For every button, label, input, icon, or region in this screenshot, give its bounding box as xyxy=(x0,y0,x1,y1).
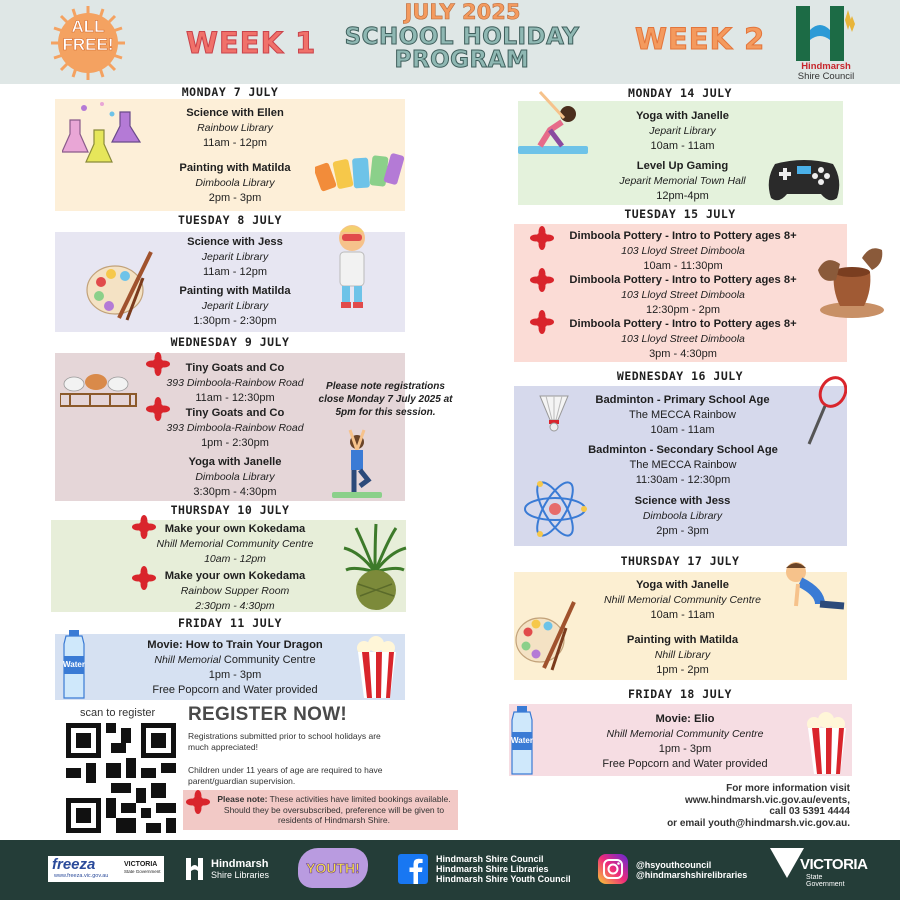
hindmarsh-council-logo-icon xyxy=(796,6,856,61)
kokedama-plant-icon xyxy=(342,522,408,612)
register-now-heading: REGISTER NOW! xyxy=(188,704,348,725)
palette-brush-icon xyxy=(514,598,578,674)
chemistry-flasks-icon xyxy=(62,100,147,170)
event-extra: Free Popcorn and Water provided xyxy=(602,758,768,770)
victoria-government: Government xyxy=(806,881,845,888)
badminton-racket-icon xyxy=(805,376,847,448)
facebook-line-2: Hindmarsh Shire Libraries xyxy=(436,864,549,874)
event-location: Nhill Memorial Community Centre xyxy=(606,728,764,740)
council-name-main: Hindmarsh xyxy=(801,61,851,72)
event-title: Dimboola Pottery - Intro to Pottery ages 8+ xyxy=(569,274,797,286)
qr-code-icon[interactable] xyxy=(66,723,176,833)
event-location: The MECCA Rainbow xyxy=(629,409,736,421)
event-time: 1:30pm - 2:30pm xyxy=(193,315,277,327)
event-title: Painting with Matilda xyxy=(179,285,291,297)
shuttlecock-icon xyxy=(534,392,574,432)
libraries-name: Hindmarsh xyxy=(211,858,269,870)
event-movie-elio xyxy=(580,712,790,772)
event-time: 2pm - 3pm xyxy=(656,525,709,537)
victoria-state: State xyxy=(806,874,823,881)
event-title: Science with Jess xyxy=(187,236,283,248)
event-title: Make your own Kokedama xyxy=(164,523,306,535)
day-heading-thursday-10: THURSDAY 10 JULY xyxy=(170,503,290,517)
facebook-line-1: Hindmarsh Shire Council xyxy=(436,854,544,864)
event-extra: Free Popcorn and Water provided xyxy=(152,684,318,696)
page-title xyxy=(322,26,602,72)
registration-note: Please note registrations close Monday 7 July 2025 at 5pm for this session. xyxy=(318,381,453,418)
event-time: 1pm - 3pm xyxy=(208,669,262,681)
event-title: Dimboola Pottery - Intro to Pottery ages 8+ xyxy=(569,318,797,330)
title-line-1: SCHOOL HOLIDAY xyxy=(344,24,580,50)
title-month: JULY 2025 xyxy=(404,0,521,24)
day-heading-wednesday-9: WEDNESDAY 9 JULY xyxy=(170,335,290,349)
event-level-up-gaming xyxy=(590,159,775,204)
register-text-2: Children under 11 years of age are required to have parent/guardian supervision. xyxy=(188,765,383,786)
event-painting-matilda-jeparit xyxy=(150,284,320,329)
event-title: Badminton - Secondary School Age xyxy=(588,444,778,456)
event-time: 10am - 12pm xyxy=(204,553,266,565)
day-heading-thursday-17: THURSDAY 17 JULY xyxy=(620,554,740,568)
scan-to-register-label: scan to register xyxy=(80,707,156,719)
event-time: 11am - 12pm xyxy=(203,137,267,149)
game-controller-icon xyxy=(765,156,843,204)
paint-tubes-icon xyxy=(315,150,405,195)
event-title: Dimboola Pottery - Intro to Pottery ages 8+ xyxy=(569,230,797,242)
email-link[interactable]: or email youth@hindmarsh.vic.gov.au. xyxy=(667,817,850,829)
event-time: 10am - 11am xyxy=(650,140,715,152)
event-title: Tiny Goats and Co xyxy=(185,407,285,419)
note-label: Please note: xyxy=(217,794,268,804)
council-name-sub: Shire Council xyxy=(797,71,855,82)
yoga-boy-icon xyxy=(780,558,846,614)
event-location: Rainbow Supper Room xyxy=(180,585,290,597)
event-location: Dimboola Library xyxy=(642,510,723,522)
phone-number[interactable]: call 03 5391 4444 xyxy=(769,806,850,817)
day-heading-monday-14: MONDAY 14 JULY xyxy=(628,86,732,100)
week-2-label: WEEK 2 xyxy=(635,22,766,56)
freeza-word: freeza xyxy=(52,856,96,873)
limited-booking-star-icon xyxy=(530,310,554,334)
event-time: 11am - 12pm xyxy=(203,266,267,278)
event-location: Nhill Memorial Community Centre xyxy=(604,594,761,606)
event-badminton-primary xyxy=(580,393,785,438)
event-science-ellen xyxy=(150,106,320,151)
day-heading-wednesday-16: WEDNESDAY 16 JULY xyxy=(616,369,744,383)
event-yoga-janelle-dimboola xyxy=(155,455,315,500)
event-title: Make your own Kokedama xyxy=(164,570,306,582)
day-heading-tuesday-15: TUESDAY 15 JULY xyxy=(624,207,736,221)
please-note-text xyxy=(216,794,452,826)
victoria-word: VICTORIA xyxy=(800,856,868,873)
event-badminton-secondary xyxy=(578,443,788,488)
event-kokedama-rainbow xyxy=(140,569,330,614)
facebook-line-3: Hindmarsh Shire Youth Council xyxy=(436,874,571,884)
event-location: 103 Lloyd Street Dimboola xyxy=(621,333,745,345)
event-title: Science with Jess xyxy=(634,495,731,507)
event-location: Dimboola Library xyxy=(195,177,275,189)
event-time: 1pm - 2:30pm xyxy=(201,437,269,449)
facebook-icon[interactable] xyxy=(398,854,428,884)
event-movie-dragon xyxy=(120,638,350,698)
event-time: 11am - 12:30pm xyxy=(195,392,275,404)
event-location: 103 Lloyd Street Dimboola xyxy=(621,289,745,301)
libraries-sub: Shire Libraries xyxy=(211,870,270,880)
event-science-jess-dimboola xyxy=(590,494,775,539)
event-location: Jeparit Library xyxy=(201,300,269,312)
event-painting-matilda-dimboola xyxy=(150,161,320,206)
event-location: 393 Dimboola-Rainbow Road xyxy=(166,422,304,434)
popcorn-icon xyxy=(804,712,850,776)
event-painting-matilda-nhill xyxy=(590,633,775,678)
event-yoga-janelle-nhill xyxy=(590,578,775,623)
event-time: 1pm - 3pm xyxy=(658,743,712,755)
event-location: 393 Dimboola-Rainbow Road xyxy=(166,377,304,389)
event-location: Jeparit Library xyxy=(649,125,716,137)
limited-booking-star-icon xyxy=(186,790,210,814)
event-title: Level Up Gaming xyxy=(636,160,729,172)
event-title: Painting with Matilda xyxy=(626,634,739,646)
day-heading-friday-11: FRIDAY 11 JULY xyxy=(178,616,282,630)
day-heading-monday-7: MONDAY 7 JULY xyxy=(181,85,279,99)
scientist-kid-icon xyxy=(330,222,375,310)
title-line-2: PROGRAM xyxy=(394,47,530,73)
event-time: 12pm-4pm xyxy=(656,190,709,202)
event-time: 12:30pm - 2pm xyxy=(646,304,720,316)
more-information xyxy=(640,783,850,829)
event-time: 10am - 11:30pm xyxy=(643,260,723,272)
yoga-girl-icon xyxy=(518,88,588,156)
register-text-1: Registrations submitted prior to school holidays are much appreciated! xyxy=(188,731,381,752)
event-time: 3:30pm - 4:30pm xyxy=(193,486,277,498)
event-yoga-janelle-jeparit xyxy=(590,109,775,154)
palette-brush-icon xyxy=(85,248,157,328)
note-body: These activities have limited bookings available. Should they be oversubscribed, preference will be given to residents of Hindmarsh Shire. xyxy=(223,794,451,825)
event-location: 103 Lloyd Street Dimboola xyxy=(621,245,745,257)
event-location: Jeparit Library xyxy=(201,251,269,263)
pottery-wheel-icon xyxy=(812,240,886,320)
event-location-rest: Community Centre xyxy=(220,654,316,666)
victoria-government-logo-icon xyxy=(770,848,804,878)
event-location: Nhill Memorial Community Centre xyxy=(156,538,314,550)
event-title: Science with Ellen xyxy=(186,107,284,119)
events-url-link[interactable]: www.hindmarsh.vic.gov.au/events, xyxy=(684,794,850,806)
freeza-vic: VICTORIA xyxy=(124,861,158,868)
event-science-jess-jeparit xyxy=(150,235,320,280)
day-heading-tuesday-8: TUESDAY 8 JULY xyxy=(178,213,282,227)
event-tiny-goats-1 xyxy=(155,361,315,406)
limited-booking-star-icon xyxy=(530,268,554,292)
event-title: Yoga with Janelle xyxy=(188,456,282,468)
instagram-handle-1[interactable]: @hsyouthcouncil xyxy=(636,860,712,870)
council-name xyxy=(780,62,872,82)
event-title: Tiny Goats and Co xyxy=(185,362,285,374)
water-label: Water xyxy=(63,660,85,669)
popcorn-icon xyxy=(354,636,400,700)
freeza-vic-sub: State Government xyxy=(124,869,161,874)
day-heading-friday-18: FRIDAY 18 JULY xyxy=(628,687,732,701)
event-pottery-3 xyxy=(556,317,810,362)
event-time: 10am - 11am xyxy=(650,424,715,436)
water-label: Water xyxy=(511,736,533,745)
event-kokedama-nhill xyxy=(140,522,330,567)
event-time: 2:30pm - 4:30pm xyxy=(195,600,275,612)
event-title: Movie: How to Train Your Dragon xyxy=(147,639,323,651)
event-location: Dimboola Library xyxy=(195,471,275,483)
event-location: Nhill Memorial xyxy=(154,654,221,666)
event-time: 10am - 11am xyxy=(650,609,715,621)
instagram-handle-2[interactable]: @hindmarshshirelibraries xyxy=(636,870,748,880)
freeza-url: www.freeza.vic.gov.au xyxy=(54,873,109,879)
atom-icon xyxy=(520,476,590,542)
more-info-line-1: For more information visit xyxy=(726,783,850,794)
event-title: Badminton - Primary School Age xyxy=(595,394,770,406)
event-title: Yoga with Janelle xyxy=(635,579,730,591)
event-time: 11:30am - 12:30pm xyxy=(635,474,731,486)
yoga-kid-icon xyxy=(330,428,385,500)
event-title: Movie: Elio xyxy=(655,713,715,725)
event-pottery-1 xyxy=(556,229,810,274)
week-1-label: WEEK 1 xyxy=(186,26,317,60)
event-location: Jeparit Memorial Town Hall xyxy=(619,175,746,187)
badge-line-1: ALL xyxy=(71,17,105,36)
event-location: The MECCA Rainbow xyxy=(629,459,737,471)
event-time: 2pm - 3pm xyxy=(208,192,262,204)
event-pottery-2 xyxy=(556,273,810,318)
event-location: Nhill Library xyxy=(654,649,711,661)
event-location: Rainbow Library xyxy=(197,122,273,134)
youth-word: YOUTH! xyxy=(306,860,360,876)
badge-line-2: FREE! xyxy=(62,35,114,54)
event-title: Yoga with Janelle xyxy=(635,110,730,122)
limited-booking-star-icon xyxy=(530,226,554,250)
event-tiny-goats-2 xyxy=(155,406,315,451)
goats-icon xyxy=(60,368,138,408)
instagram-icon[interactable] xyxy=(598,854,628,884)
event-title: Painting with Matilda xyxy=(179,162,291,174)
hindmarsh-libraries-logo-icon xyxy=(186,858,206,880)
event-time: 1pm - 2pm xyxy=(656,664,709,676)
event-time: 3pm - 4:30pm xyxy=(649,348,717,360)
all-free-badge xyxy=(48,18,128,54)
